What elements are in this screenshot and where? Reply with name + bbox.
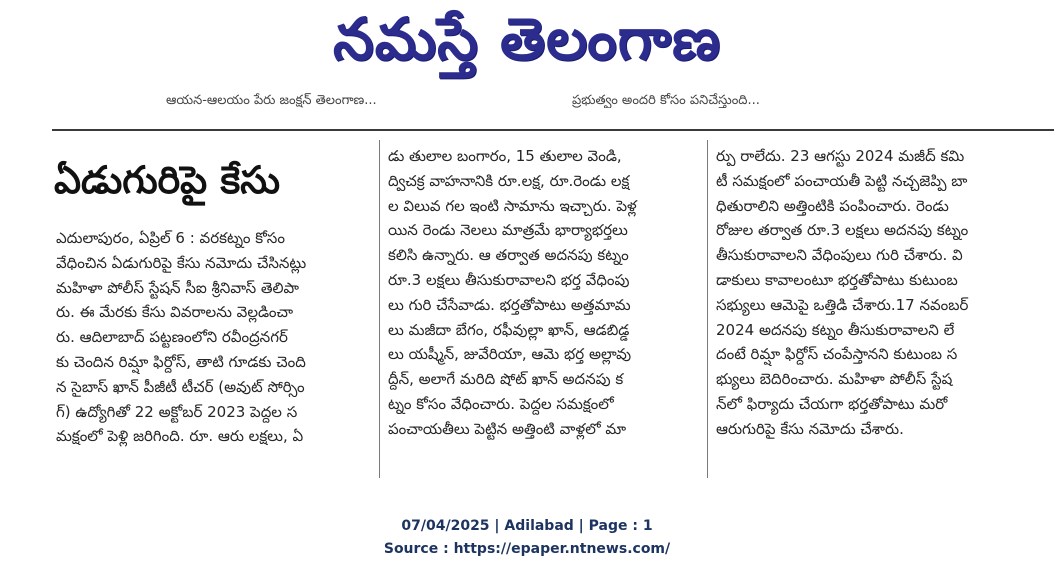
text-line: పంచాయతీలు పెట్టిన అత్తింటి వాళ్లలో మా — [388, 419, 627, 438]
text-line: డాకులు కావాలంటూ భర్తతోపాటు కుటుంబ — [716, 270, 958, 289]
text-line: భ్యులు బెదిరించారు. మహిళా పోలీస్ స్టేష — [716, 370, 953, 389]
text-line: తీసుకురావాలని వేధింపులు గురి చేశారు. వి — [716, 246, 963, 265]
newspaper-logo: నమస్తే తెలంగాణ — [333, 5, 721, 73]
text-line: డు తులాల బంగారం, 15 తులాల వెండి, — [388, 147, 622, 165]
text-line: ల విలువ గల ఇంటి సామాను ఇచ్చారు. పెళ్ల — [388, 196, 637, 215]
text-line: ద్దీన్, అలాగే మరిది షోట్ ఖాన్ అదనపు క — [388, 370, 624, 389]
previous-article-strip-left: ఆయన-ఆలయం పేరు జంక్షన్ తెలంగాణ... — [166, 93, 377, 108]
text-line: లు మజీదా బేగం, రఫీవుల్లా ఖాన్, ఆడబిడ్డ — [388, 320, 630, 339]
text-line: ఎదులాపురం, ఏప్రిల్ 6 : వరకట్నం కోసం — [56, 229, 285, 247]
text-line: న సైబాస్ ఖాన్ పీజీటీ టీచర్ (అవుట్ సోర్సిం — [56, 377, 305, 396]
article-column-2 — [388, 144, 698, 442]
edition-info: 07/04/2025 | Adilabad | Page : 1 — [401, 518, 653, 534]
text-line: న్‌లో ఫిర్యాదు చేయగా భర్తతోపాటు మరో — [716, 394, 948, 413]
text-line: రోజుల తర్వాత రూ.3 లక్షలు అదనపు కట్నం — [716, 221, 969, 240]
text-line: గ్) ఉద్యోగితో 22 అక్టోబర్ 2023 పెద్దల స — [56, 402, 298, 421]
column-rule-2 — [707, 140, 708, 478]
article-column-3 — [716, 144, 1028, 442]
text-line: ట్నం కోసం వేధించారు. పెద్దల సమక్షంలో — [388, 394, 614, 413]
text-line: మక్షంలో పెళ్లి జరిగింది. రూ. ఆరు లక్షలు, ఏ — [56, 427, 304, 446]
text-line: ద్విచక్ర వాహనానికి రూ.లక్ష, రూ.రెండు లక్ష — [388, 171, 630, 190]
text-line: కలిసి ఉన్నారు. ఆ తర్వాత అదనపు కట్నం — [388, 246, 629, 265]
text-line: ఆరుగురిపై కేసు నమోదు చేశారు. — [716, 419, 904, 438]
article-column-1 — [56, 226, 376, 449]
text-line: రు. ఈ మేరకు కేసు వివరాలను వెల్లడించా — [56, 303, 294, 322]
text-line: ర్పు రాలేదు. 23 ఆగస్టు 2024 మజీద్ కమి — [716, 147, 965, 165]
text-line: 2024 అదనపు కట్నం తీసుకురావాలని లే — [716, 320, 955, 339]
text-line: లు యష్మీన్, జువేరియా, ఆమె భర్త అల్లావు — [388, 345, 632, 364]
text-line: రూ.3 లక్షలు తీసుకురావాలని భర్త వేధింపు — [388, 270, 630, 289]
text-line: లు గురి చేసేవాడు. భర్తతోపాటు అత్తమామ — [388, 295, 631, 314]
text-line: దంటే రిమ్షా ఫిర్దోస్ చంపేస్తానని కుటుంబ స — [716, 345, 958, 364]
text-line: టీ సమక్షంలో పంచాయతీ పెట్టి నచ్చజెప్పి బా — [716, 171, 968, 190]
text-line: యిన రెండు నెలలు మాత్రమే భార్యాభర్తలు — [388, 221, 628, 240]
column-rule-1 — [379, 140, 380, 478]
text-line: రు. ఆదిలాబాద్ పట్టణంలోని రవీంద్రనగర్ — [56, 328, 288, 347]
section-divider — [52, 129, 1054, 131]
text-line: కు చెందిన రిమ్షా ఫిర్దోస్, తాటి గూడకు చెంది — [56, 352, 306, 371]
text-line: వేధించిన ఏడుగురిపై కేసు నమోదు చేసినట్లు — [56, 253, 307, 272]
text-line: సభ్యులు ఆమెపై ఒత్తిడి చేశారు.17 నవంబర్ — [716, 295, 969, 314]
source-link[interactable]: Source : https://epaper.ntnews.com/ — [383, 541, 671, 557]
previous-article-strip-right: ప్రభుత్వం అందరి కోసం పనిచేస్తుంది... — [572, 93, 760, 108]
text-line: ధితురాలిని అత్తింటికి పంపించారు. రెండు — [716, 196, 949, 215]
masthead — [0, 0, 1054, 82]
text-line: మహిళా పోలీస్ స్టేషన్ సీఐ శ్రీనివాస్ తెలిపా — [56, 278, 300, 297]
article-headline: ఏడుగురిపై కేసు — [54, 158, 281, 202]
